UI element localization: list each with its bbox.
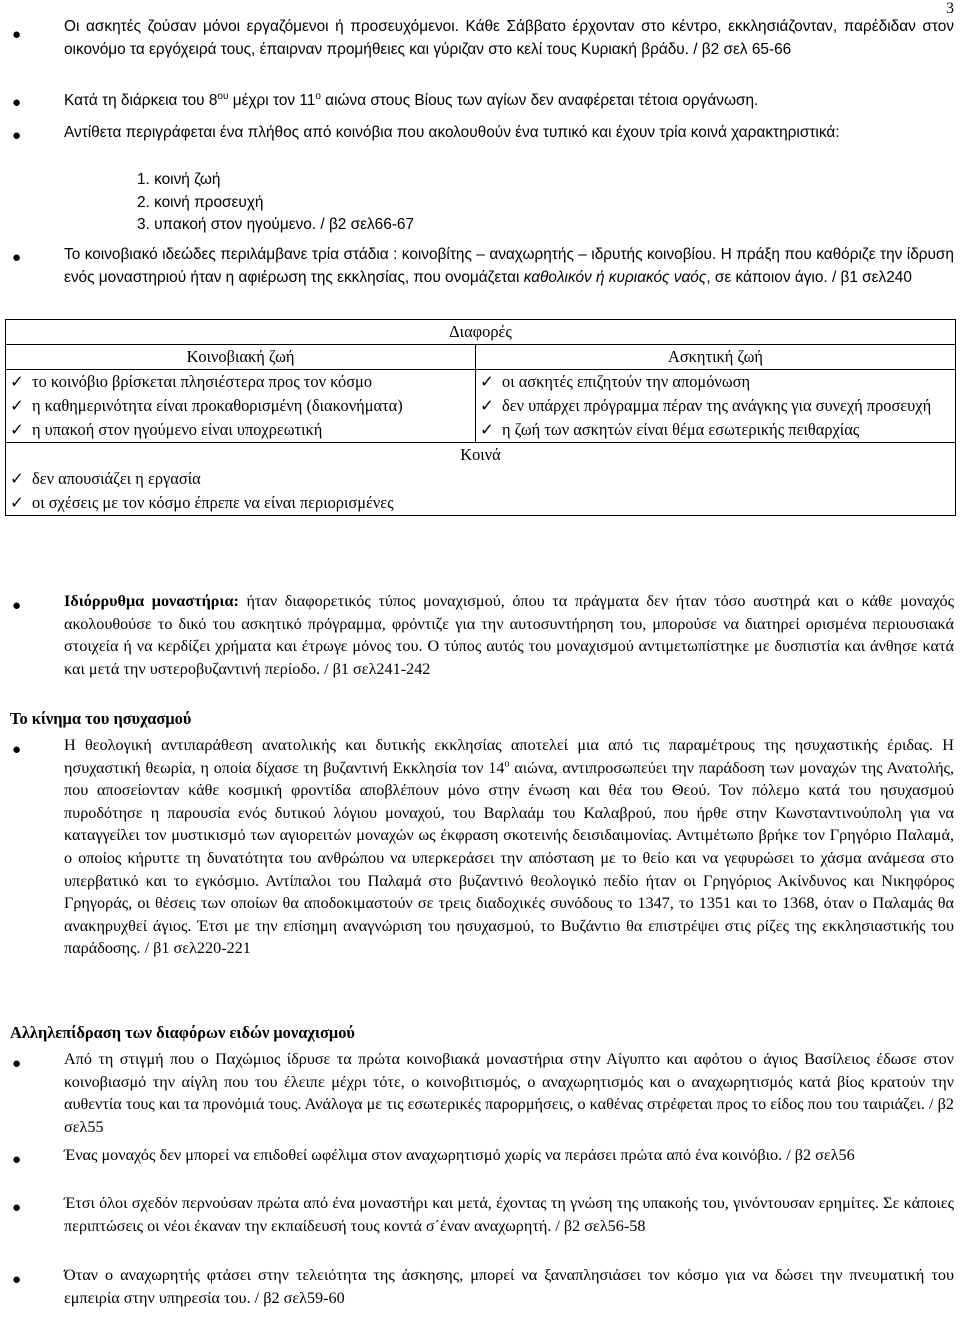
list-item: ✓ δεν απουσιάζει η εργασία bbox=[10, 467, 951, 491]
idiorrhythmic-paragraph: Ιδιόρρυθμα μοναστήρια: ήταν διαφορετικός τύπος μοναχισμού, όπου τα πράγματα δεν ήταν τόσο αυστηρά και ο κάθε μοναχός ακολουθούσε το δικό του ασκητικό πρόγραμμα, φρόντιζε για την αυτοσυντήρηση του, μπορούσε να διατηρεί ορισμένα περιουσιακά στοιχεία ή να κερδίζει χρήματα και έτρωγε μόνος του. Ο τύπος αυτός του μοναχισμού αντιμετωπίστηκε με δυσπιστία και άνθησε κατά και μετά την υστεροβυζαντινή περίοδο. / β1 σελ241-242 bbox=[64, 592, 954, 678]
bullet-dot: ● bbox=[12, 1200, 22, 1216]
common-title: Κοινά bbox=[460, 445, 501, 464]
list-item: 2. κοινή προσευχή bbox=[137, 193, 264, 211]
list-item: ✓ η ζωή των ασκητών είναι θέμα εσωτερικής πειθαρχίας bbox=[480, 418, 951, 442]
common-cell bbox=[6, 443, 956, 516]
list-item: 3. υπακοή στον ηγούμενο. / β2 σελ66-67 bbox=[137, 216, 415, 234]
interaction-paragraph-4: Όταν ο αναχωρητής φτάσει στην τελειότητα της άσκησης, μπορεί να ξαναπλησιάσει τον κόσμο για να δώσει την πνευματική του εμπειρία στην υπηρεσία του. / β2 σελ59-60 bbox=[64, 1266, 954, 1307]
bullet-dot: ● bbox=[12, 1056, 22, 1072]
check-icon: ✓ bbox=[10, 420, 24, 439]
hesychasm-paragraph: Η θεολογική αντιπαράθεση ανατολικής και δυτικής εκκλησίας αποτελεί μια από τις παραμέτρους της ησυχαστικής έριδας. Η ησυχαστική θεωρία, η οποία δίχασε τη βυζαντινή Εκκλησία τον $14^o$ αιώνα, αντιπροσωπεύει την παράδοση των μοναχών της Ανατολής, που αποσείονταν κάθε κοσμική φροντίδα αποβλέπουν μόνο στην ένωση και θέα του Θεού. Τον πόλεμο κατά του ησυχασμού πυροδότησε η παρουσία ενός δυτικού λόγιου μοναχού, του Βαρλαάμ του Καλαβρού, που ήρθε στην Κωνσταντινούπολη για να καταγγείλει τον μυστικισμό των αγιορειτών μοναχών ως έκφραση σκοτεινής δεισιδαιμονίας. Αντιμέτωπο βρήκε τον Γρηγόριο Παλαμά, ο οποίος κήρυττε τη δυνατότητα του ανθρώπου να υπερκεράσει την απόσταση με το θείο και να γεφυρώσει το χάσμα ανάμεσα στο υπερβατικό και το εγκόσμιο. Αντίπαλοι του Παλαμά στο βυζαντινό θεολογικό πεδίο ήταν οι Γρηγόριος Ακίνδυνος και Νικηφόρος Γρηγοράς, οι θέσεις των οποίων θα αποδοκιμαστούν σε τρεις διαδοχικές συνόδους το 1347, το 1351 και το 1368, όταν ο Παλαμάς θα ανακηρυχθεί άγιος. Έτσι με την επίσημη αναγνώριση του ησυχασμού, το Βυζάντιο θα επιστρέψει στις ρίζες της εκκλησιαστικής του παράδοσης. / β1 σελ220-221 bbox=[64, 736, 954, 958]
intro-paragraph-1: Οι ασκητές ζούσαν μόνοι εργαζόμενοι ή προσευχόμενοι. Κάθε Σάββατο έρχονταν στο κέντρο, εκκλησιάζονταν, παρέδιδαν στον οικονόμο τα εργόχειρά τους, έπαιρναν προμήθειες και γύριζαν στο κελί τους Κυριακή βράδυ. / β2 σελ 65-66 bbox=[64, 18, 954, 58]
bullet-dot: ● bbox=[12, 250, 22, 266]
differences-table bbox=[5, 319, 956, 516]
list-item: ✓ η καθημερινότητα είναι προκαθορισμένη (διακονήματα) bbox=[10, 394, 471, 418]
table-title: Διαφορές bbox=[6, 320, 956, 345]
ascetic-cell bbox=[476, 370, 956, 443]
interaction-paragraph-3: Έτσι όλοι σχεδόν περνούσαν πρώτα από ένα μοναστήρι και μετά, έχοντας τη γνώση της υπακοής του, γινόντουσαν ερημίτες. Σε κάποιες περιπτώσεις οι νέοι έκαναν την εκπαίδευσή τους κοντά σ΄έναν αναχωρητή. / β2 σελ56-58 bbox=[64, 1194, 954, 1235]
check-icon: ✓ bbox=[10, 372, 24, 391]
list-item: ✓ δεν υπάρχει πρόγραμμα πέραν της ανάγκης για συνεχή προσευχή bbox=[480, 394, 951, 418]
bullet-dot: ● bbox=[12, 128, 22, 144]
bullet-dot: ● bbox=[12, 27, 22, 43]
bullet-dot: ● bbox=[12, 742, 22, 758]
interaction-paragraph-1: Από τη στιγμή που ο Παχώμιος ίδρυσε τα πρώτα κοινοβιακά μοναστήρια στην Αίγυπτο και αφότου ο άγιος Βασίλειος έδωσε στον κοινοβιασμό την αίγλη που του έλειπε μέχρι τότε, ο κοινοβιτισμός, ο αναχωρητισμός και ο αναχωρητισμός κατά βίος κρατούν την αυθεντία τους και τα προνόμιά τους. Ανάλογα με τις εσωτερικές παρορμήσεις, ο καθένας στρέφεται προς το είδος που του ταιριάζει. / β2 σελ55 bbox=[64, 1050, 954, 1136]
interaction-paragraph-2: Ένας μοναχός δεν μπορεί να επιδοθεί ωφέλιμα στον αναχωρητισμό χωρίς να περάσει πρώτα από ένα κοινόβιο. / β2 σελ56 bbox=[64, 1146, 855, 1164]
section-heading-hesychasm: Το κίνημα του ησυχασμού bbox=[10, 709, 192, 728]
list-item: ✓ οι σχέσεις με τον κόσμο έπρεπε να είναι περιορισμένες bbox=[10, 491, 951, 515]
numbered-list bbox=[137, 169, 414, 237]
list-item: ✓ οι ασκητές επιζητούν την απομόνωση bbox=[480, 370, 951, 394]
list-item: 1. κοινή ζωή bbox=[137, 171, 221, 188]
check-icon: ✓ bbox=[10, 493, 24, 512]
check-icon: ✓ bbox=[480, 420, 494, 439]
cenobitic-paragraph: Το κοινοβιακό ιδεώδες περιλάμβανε τρία στάδια : κοινοβίτης – αναχωρητής – ιδρυτής κοινοβίου. Η πράξη που καθόριζε την ίδρυση ενός μοναστηριού ήταν η αφιέρωση της εκκλησίας, που ονομάζεται καθολικόν ή κυριακός ναός, σε κάποιον άγιο. / β1 σελ240 bbox=[64, 246, 954, 286]
section-heading-interaction: Αλληλεπίδραση των διαφόρων ειδών μοναχισμού bbox=[10, 1023, 355, 1042]
check-icon: ✓ bbox=[10, 396, 24, 415]
page-number: 3 bbox=[946, 0, 954, 17]
list-item: ✓ η υπακοή στον ηγούμενο είναι υποχρεωτική bbox=[10, 418, 471, 442]
list-item: ✓ το κοινόβιο βρίσκεται πλησιέστερα προς τον κόσμο bbox=[10, 370, 471, 394]
check-icon: ✓ bbox=[10, 469, 24, 488]
intro-paragraph-3: Αντίθετα περιγράφεται ένα πλήθος από κοινόβια που ακολουθούν ένα τυπικό και έχουν τρία κοινά χαρακτηριστικά: bbox=[64, 124, 840, 141]
bullet-dot: ● bbox=[12, 95, 22, 111]
bullet-dot: ● bbox=[12, 598, 22, 614]
bullet-dot: ● bbox=[12, 1152, 22, 1168]
bullet-dot: ● bbox=[12, 1272, 22, 1288]
column-header-cenobitic: Κοινοβιακή ζωή bbox=[6, 345, 476, 370]
check-icon: ✓ bbox=[480, 396, 494, 415]
column-header-ascetic: Ασκητική ζωή bbox=[476, 345, 956, 370]
check-icon: ✓ bbox=[480, 372, 494, 391]
cenobitic-cell bbox=[6, 370, 476, 443]
intro-paragraph-2: Κατά τη διάρκεια του $8^{o\upsilon}$ μέχρι τον $11^o$ αιώνα στους Βίους των αγίων δεν αναφέρεται τέτοια οργάνωση. bbox=[64, 90, 759, 109]
